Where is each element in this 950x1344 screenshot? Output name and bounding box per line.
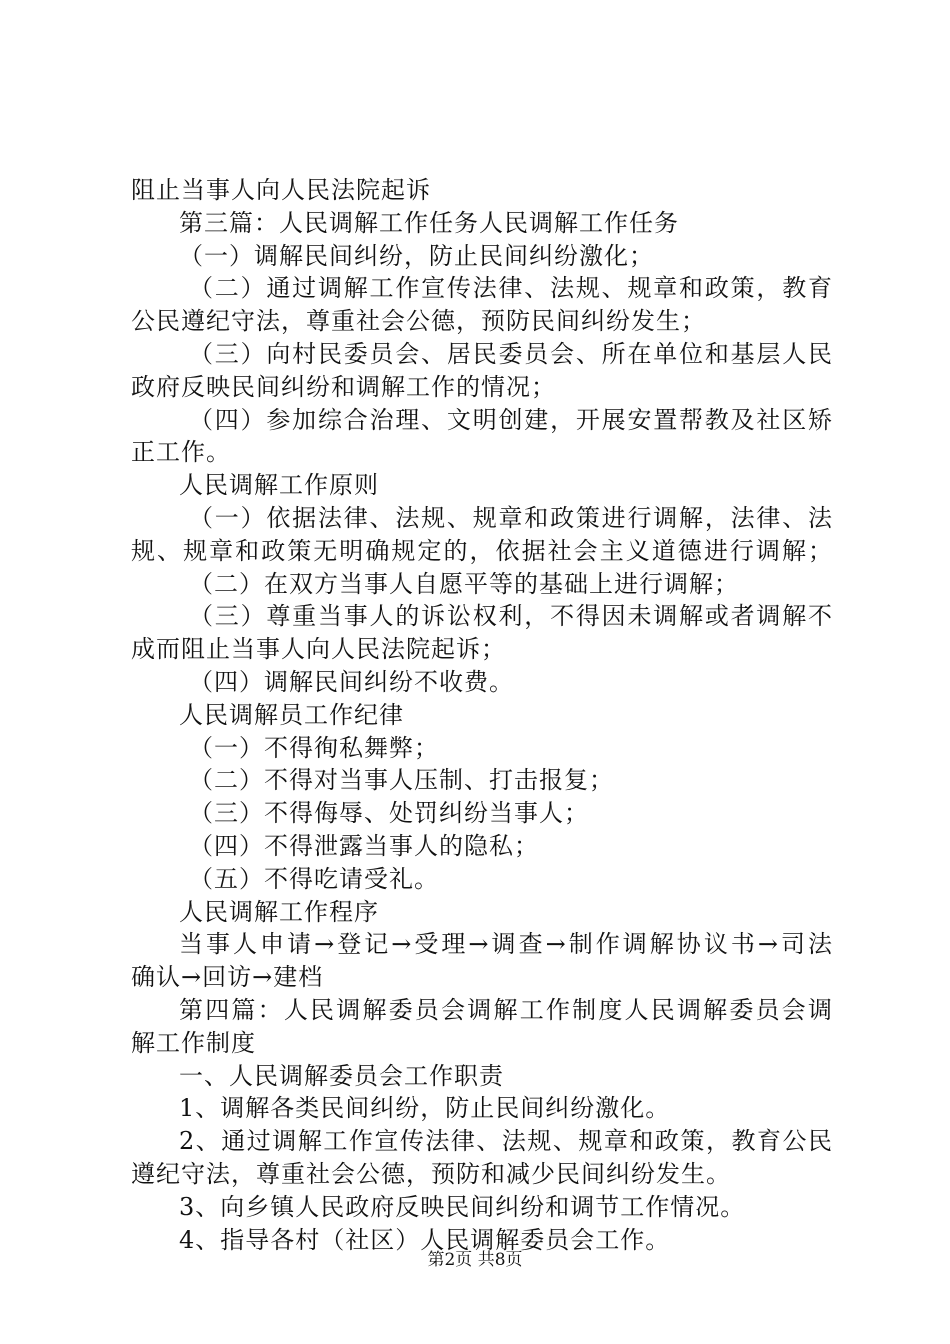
text-line: 阻止当事人向人民法院起诉 <box>131 176 431 204</box>
text-line: 公民遵纪守法，尊重社会公德，预防民间纠纷发生； <box>131 307 706 336</box>
section-heading: 人民调解员工作纪律 <box>179 700 404 729</box>
section-heading: 人民调解工作程序 <box>179 897 379 926</box>
section-heading: 人民调解工作原则 <box>179 471 379 500</box>
list-item: （三）尊重当事人的诉讼权利，不得因未调解或者调解不 <box>189 602 832 631</box>
section-heading: 一、人民调解委员会工作职责 <box>179 1061 504 1090</box>
list-item: （四）不得泄露当事人的隐私； <box>189 831 539 860</box>
list-item: （四）调解民间纠纷不收费。 <box>189 667 514 696</box>
list-item: （二）在双方当事人自愿平等的基础上进行调解； <box>189 569 739 598</box>
section-heading: 第四篇：人民调解委员会调解工作制度人民调解委员会调 <box>179 995 832 1024</box>
text-line: 遵纪守法，尊重社会公德，预防和减少民间纠纷发生。 <box>131 1159 731 1188</box>
list-item: 4、指导各村（社区）人民调解委员会工作。 <box>179 1225 671 1254</box>
text-line: 政府反映民间纠纷和调解工作的情况； <box>131 372 556 401</box>
document-body <box>131 174 832 1256</box>
list-item: （一）不得徇私舞弊； <box>189 733 439 762</box>
text-line: 规、规章和政策无明确规定的，依据社会主义道德进行调解； <box>131 536 832 565</box>
text-line: 确认→回访→建档 <box>131 963 324 992</box>
list-item: 2、通过调解工作宣传法律、法规、规章和政策，教育公民 <box>179 1127 832 1156</box>
list-item: （三）向村民委员会、居民委员会、所在单位和基层人民 <box>189 339 832 368</box>
list-item: （三）不得侮辱、处罚纠纷当事人； <box>189 799 589 828</box>
list-item: （二）不得对当事人压制、打击报复； <box>189 766 614 795</box>
list-item: 1、调解各类民间纠纷，防止民间纠纷激化。 <box>179 1094 671 1123</box>
section-heading: 第三篇：人民调解工作任务人民调解工作任务 <box>179 208 679 237</box>
text-line: 成而阻止当事人向人民法院起诉； <box>131 635 506 664</box>
page-number: 第2页 共8页 <box>427 1250 523 1270</box>
text-line: 解工作制度 <box>131 1028 256 1057</box>
text-line: 当事人申请→登记→受理→调查→制作调解协议书→司法 <box>179 930 832 959</box>
list-item: （一）依据法律、法规、规章和政策进行调解，法律、法 <box>189 503 832 532</box>
list-item: （五）不得吃请受礼。 <box>189 864 439 893</box>
list-item: （一）调解民间纠纷，防止民间纠纷激化； <box>179 241 654 270</box>
text-line: 正工作。 <box>131 438 231 467</box>
list-item: （二）通过调解工作宣传法律、法规、规章和政策，教育 <box>189 274 832 303</box>
list-item: （四）参加综合治理、文明创建，开展安置帮教及社区矫 <box>189 405 832 434</box>
list-item: 3、向乡镇人民政府反映民间纠纷和调节工作情况。 <box>179 1192 746 1221</box>
